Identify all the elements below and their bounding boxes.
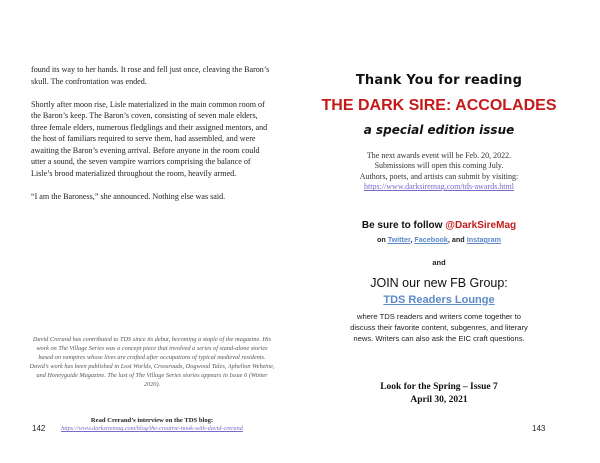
interview-label: Read Crerand’s interview on the TDS blog: [90, 417, 214, 424]
facebook-link[interactable]: Facebook [414, 235, 448, 244]
social-links [300, 235, 578, 244]
story-text [31, 64, 271, 214]
group-line-1: where TDS readers and writers come together to [356, 312, 522, 321]
separator-2: , and [447, 235, 467, 244]
group-line-3: news. Writers can also ask the EIC craft questions. [353, 334, 525, 344]
readers-lounge-link[interactable]: TDS Readers Lounge [383, 294, 495, 306]
next-issue [300, 381, 578, 406]
awards-line-1: The next awards event will be Feb. 20, 2022. [366, 151, 512, 160]
next-issue-date: April 30, 2021 [410, 394, 468, 405]
follow-line [300, 220, 578, 231]
awards-line-3: Authors, poets, and artists can submit by visiting: [359, 171, 519, 181]
awards-link[interactable]: https://www.darksiremag.com/tds-awards.html [364, 182, 514, 192]
right-page [300, 0, 600, 463]
instagram-link[interactable]: Instagram [466, 235, 502, 244]
follow-prefix: Be sure to follow [361, 220, 446, 231]
author-bio: David Crerand has contributed to TDS since its debut, becoming a staple of the magazine. His work on The Village Series was a concept piece that involved a series of stand-alone stories based on vampires whose lives are crafted after occupations of typical medieval residents. David’s work has been published in Lost Worlds, Crossroads, Dogwood Tales, Aphelion Webzine, and Honeyguide Magazine. The last of The Village Series stories appears in Issue 6 (Winter 2020). [29, 336, 275, 388]
social-handle: @DarkSireMag [445, 220, 517, 231]
group-description [300, 311, 578, 345]
join-heading: JOIN our new FB Group: [370, 276, 508, 290]
interview-link[interactable]: https://www.darksiremag.com/blog/the-creative-nook-with-david-crerand [61, 425, 243, 432]
on-prefix: on [376, 235, 388, 244]
awards-line-2: Submissions will open this coming July. [374, 161, 504, 171]
page-number-right: 143 [532, 424, 546, 433]
issue-subtitle: a special edition issue [363, 123, 515, 137]
awards-info [300, 151, 578, 193]
story-paragraph-1: found its way to her hands. It rose and fell just once, cleaving the Baron’s skull. The confrontation was ended. [31, 65, 270, 86]
separator-1: , [410, 235, 415, 244]
twitter-link[interactable]: Twitter [387, 235, 411, 244]
and-text: and [432, 258, 446, 267]
next-issue-label: Look for the Spring – Issue 7 [380, 382, 498, 392]
group-line-2: discuss their favorite content, subgenres, and literary [350, 323, 528, 333]
page-number-left: 142 [32, 424, 46, 433]
issue-title: THE DARK SIRE: ACCOLADES [321, 97, 557, 114]
thanks-heading: Thank You for reading [355, 73, 523, 88]
story-paragraph-3: “I am the Baroness,” she announced. Nothing else was said. [31, 191, 226, 201]
story-paragraph-2: Shortly after moon rise, Lisle materialized in the main common room of the Baron’s keep. The Baron’s coven, consisting of seven male elders, three female elders, numerous fledglings and their assigned mentors, and the host of familiars required to serve them, had assembled, and were awaiting the Baron’s evening arrival. Before anyone in the room could utter a sound, the seven vampire warriors comprising the balance of Lisle’s brood materialized throughout the room, heavily armed. [31, 99, 268, 178]
